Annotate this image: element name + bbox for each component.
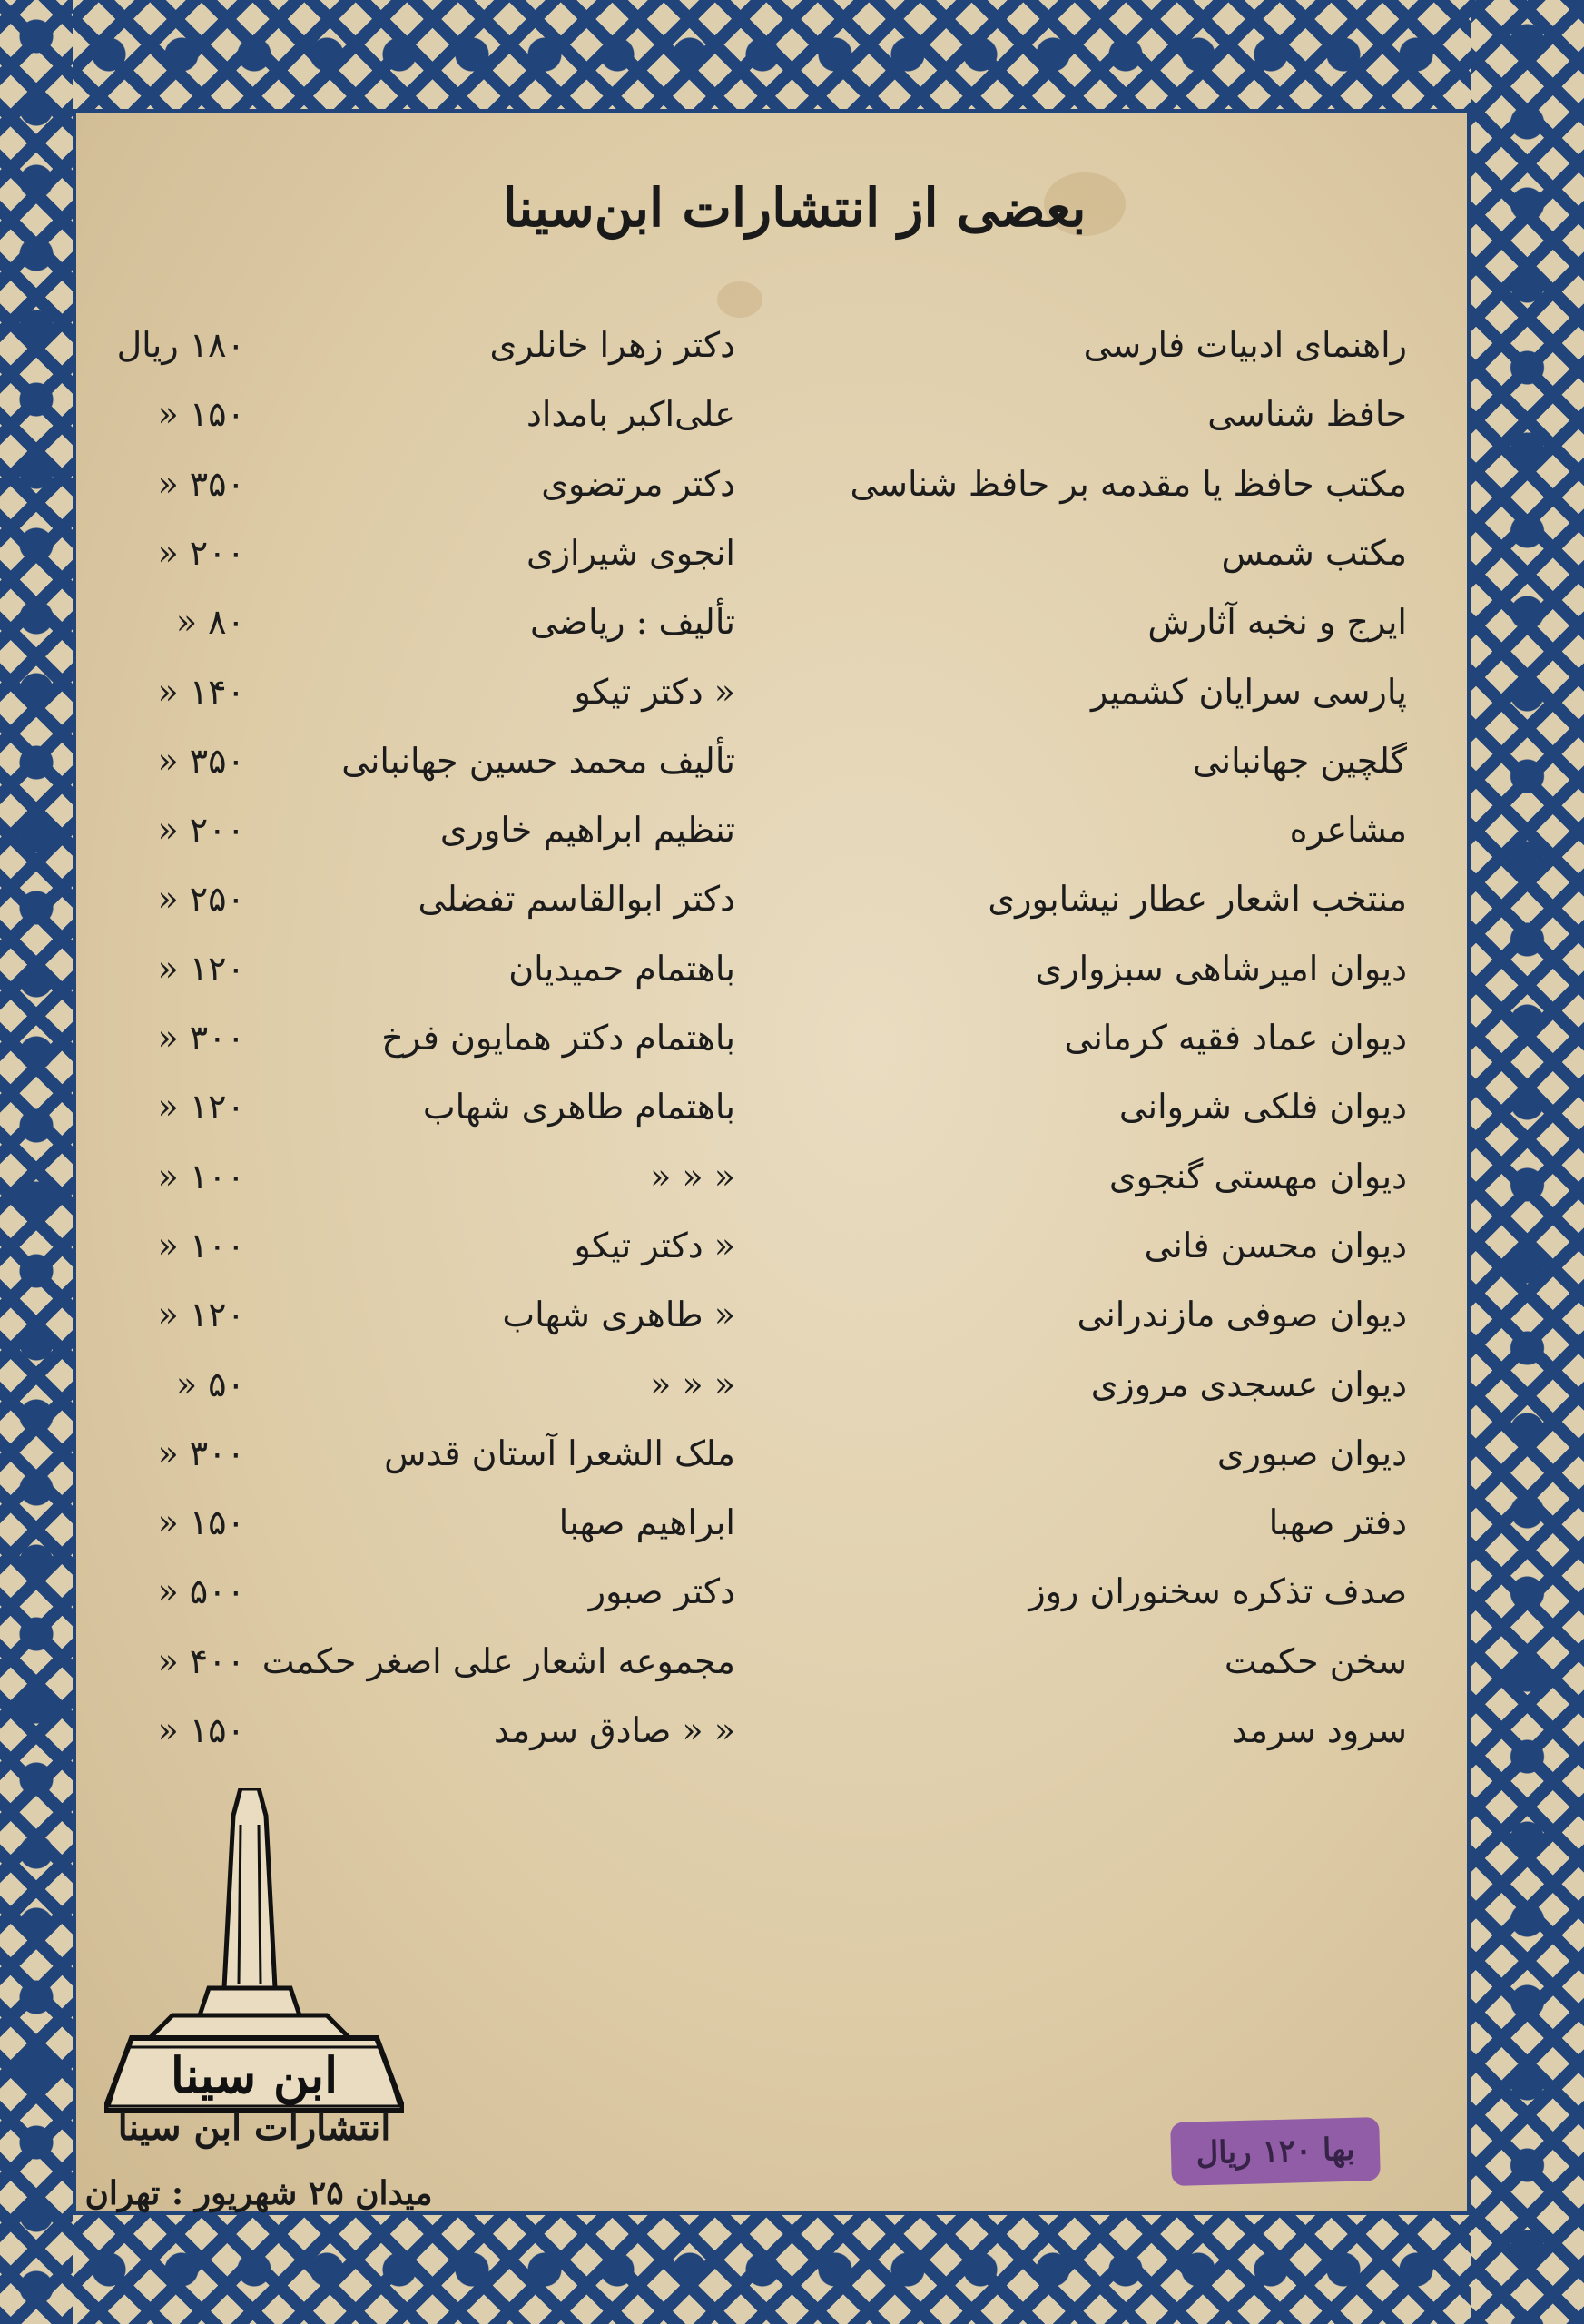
book-title: دیوان فلکی شروانی (1118, 1087, 1407, 1127)
book-title: سرود سرمد (1231, 1710, 1407, 1750)
book-row (0, 741, 1584, 810)
book-title: دیوان صوفی مازندرانی (1077, 1295, 1407, 1334)
book-row (0, 533, 1584, 602)
book-row (0, 1433, 1584, 1502)
book-price: ۱۲۰ « (157, 1295, 245, 1334)
logo-text: ابن سینا (170, 2046, 339, 2104)
book-author: « طاهری شهاب (502, 1295, 735, 1334)
book-author: دکتر ابوالقاسم تفضلی (418, 879, 735, 919)
avicenna-tower-logo (104, 1788, 404, 2115)
book-title: مکتب حافظ یا مقدمه بر حافظ شناسی (850, 464, 1407, 504)
book-row (0, 1641, 1584, 1710)
book-author: « دکتر تیکو (574, 672, 735, 712)
book-row (0, 325, 1584, 394)
price-stamp: بها ۱۲۰ ریال (1170, 2117, 1381, 2186)
book-author: دکتر مرتضوی (541, 464, 735, 504)
book-title: دیوان امیرشاهی سبزواری (1035, 949, 1407, 989)
book-price: ۵۰۰ « (157, 1571, 245, 1611)
book-price: ۱۸۰ ریال (116, 325, 245, 365)
book-price: ۴۰۰ « (157, 1641, 245, 1681)
book-author: « « صادق سرمد (493, 1710, 735, 1750)
book-row (0, 1571, 1584, 1640)
book-author: ابراهیم صهبا (558, 1502, 735, 1542)
book-row (0, 949, 1584, 1018)
publisher-name: انتشارات ابن سینا (117, 2106, 391, 2149)
book-row (0, 464, 1584, 533)
book-price: ۱۴۰ « (157, 672, 245, 712)
book-row (0, 1157, 1584, 1226)
book-row (0, 1018, 1584, 1087)
book-title: دیوان عماد فقیه کرمانی (1064, 1018, 1407, 1058)
book-price: ۲۰۰ « (157, 533, 245, 573)
book-title: راهنمای ادبیات فارسی (1083, 325, 1407, 365)
book-author: دکتر صبور (588, 1571, 735, 1611)
book-row (0, 602, 1584, 671)
book-title: ایرج و نخبه آثارش (1147, 602, 1407, 642)
book-title: سخن حکمت (1224, 1641, 1407, 1681)
book-author: ملک الشعرا آستان قدس (384, 1433, 735, 1473)
book-title: دیوان عسجدی مروزی (1090, 1364, 1407, 1404)
book-price: ۳۵۰ « (157, 464, 245, 504)
book-row (0, 1710, 1584, 1779)
book-row (0, 1226, 1584, 1295)
book-row (0, 1295, 1584, 1364)
book-price: ۵۰ « (175, 1364, 245, 1404)
book-author: مجموعه اشعار علی اصغر حکمت (261, 1641, 735, 1681)
book-title: منتخب اشعار عطار نیشابوری (988, 879, 1407, 919)
book-author: دکتر زهرا خانلری (489, 325, 735, 365)
book-price: ۱۰۰ « (157, 1157, 245, 1196)
book-author: علی‌اکبر بامداد (526, 394, 735, 434)
book-row (0, 879, 1584, 948)
book-author: باهتمام حمیدیان (508, 949, 735, 989)
book-price: ۳۵۰ « (157, 741, 245, 781)
book-row (0, 1364, 1584, 1433)
book-price: ۱۰۰ « (157, 1226, 245, 1265)
book-row (0, 810, 1584, 879)
book-price: ۱۵۰ « (157, 1502, 245, 1542)
book-title: دیوان صبوری (1216, 1433, 1407, 1473)
book-title: دیوان محسن فانی (1144, 1226, 1407, 1265)
book-row (0, 1087, 1584, 1156)
book-title: دفتر صهبا (1268, 1502, 1407, 1542)
book-title: گلچین جهانبانی (1192, 741, 1407, 781)
book-title: حافظ شناسی (1207, 394, 1407, 434)
book-price: ۳۰۰ « (157, 1433, 245, 1473)
book-price: ۲۰۰ « (157, 810, 245, 850)
book-price: ۸۰ « (175, 602, 245, 642)
book-author: « « « (650, 1364, 735, 1404)
book-title: پارسی سرایان کشمیر (1091, 672, 1407, 712)
book-title: مکتب شمس (1221, 533, 1407, 573)
book-author: انجوی شیرازی (526, 533, 735, 573)
book-title: صدف تذکره سخنوران روز (1028, 1571, 1407, 1611)
book-row (0, 672, 1584, 741)
book-title: دیوان مهستی گنجوی (1108, 1157, 1407, 1196)
book-price: ۲۵۰ « (157, 879, 245, 919)
book-author: « دکتر تیکو (574, 1226, 735, 1265)
book-row (0, 1502, 1584, 1571)
book-author: باهتمام دکتر همایون فرخ (381, 1018, 735, 1058)
book-price: ۳۰۰ « (157, 1018, 245, 1058)
book-author: باهتمام طاهری شهاب (422, 1087, 735, 1127)
page-title: بعضی از انتشارات ابن‌سینا (502, 177, 1087, 239)
book-price: ۱۲۰ « (157, 1087, 245, 1127)
book-author: « « « (650, 1157, 735, 1196)
book-row (0, 394, 1584, 463)
book-price: ۱۵۰ « (157, 394, 245, 434)
book-author: تنظیم ابراهیم خاوری (439, 810, 735, 850)
publisher-address: میدان ۲۵ شهریور : تهران (84, 2174, 433, 2212)
book-author: تألیف : ریاضی (530, 602, 735, 642)
book-author: تألیف محمد حسین جهانبانی (341, 741, 735, 781)
book-price: ۱۲۰ « (157, 949, 245, 989)
top-ornamental-border (0, 0, 1584, 109)
bottom-ornamental-border (0, 2215, 1584, 2324)
book-title: مشاعره (1289, 810, 1407, 850)
book-price: ۱۵۰ « (157, 1710, 245, 1750)
